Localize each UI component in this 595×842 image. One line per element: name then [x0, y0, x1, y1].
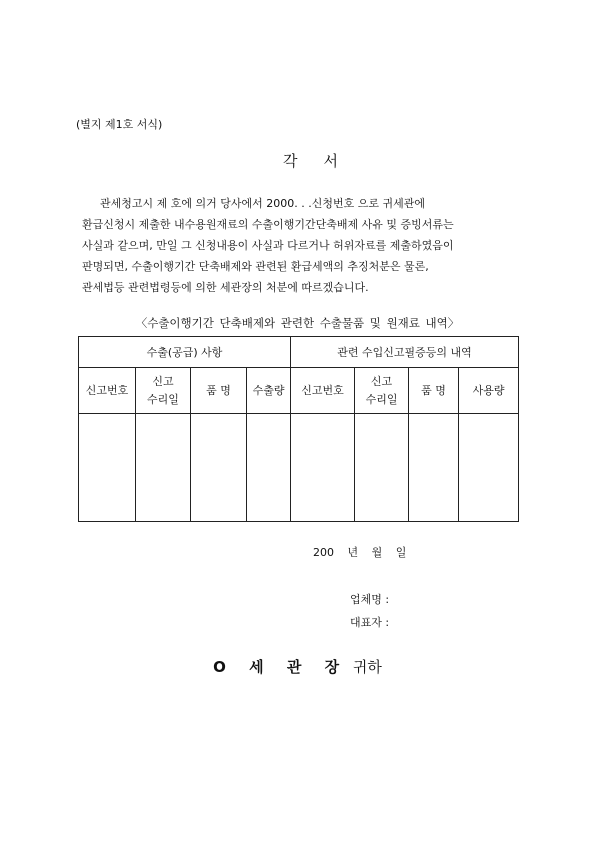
- import-col-usage: 사용량: [459, 368, 519, 414]
- export-col-quantity: 수출량: [247, 368, 291, 414]
- table-column-header-row: [79, 368, 519, 414]
- table-cell[interactable]: [459, 414, 519, 522]
- declaration-body: [82, 193, 454, 298]
- import-col-declaration-no: 신고번호: [291, 368, 355, 414]
- table-cell[interactable]: [247, 414, 291, 522]
- declaration-line: 사실과 같으며, 만일 그 신청내용이 사실과 다르거나 허위자료를 제출하였음이: [82, 239, 454, 252]
- declaration-line: 관세청고시 제 호에 의거 당사에서 2000. . .신청번호 으로 귀세관에: [100, 197, 425, 210]
- table-cell[interactable]: [79, 414, 136, 522]
- import-col-acceptance-date: 신고 수리일: [355, 368, 409, 414]
- table-row: [79, 414, 519, 522]
- table-cell[interactable]: [291, 414, 355, 522]
- declaration-line: 판명되면, 수출이행기간 단축배제와 관련된 환급세액의 추징처분은 물론,: [82, 260, 429, 273]
- document-title: 각서: [283, 152, 364, 170]
- recipient-office: O 세 관 장: [213, 658, 349, 676]
- recipient-suffix: 귀하: [352, 658, 382, 676]
- table-cell[interactable]: [191, 414, 247, 522]
- declaration-line: 환급신청시 제출한 내수용원재료의 수출이행기간단축배제 사유 및 증빙서류는: [82, 218, 454, 231]
- recipient: [0, 656, 595, 677]
- import-col-item-name: 품 명: [409, 368, 459, 414]
- date-line: 200 년 월 일: [313, 546, 407, 559]
- declaration-line: 관세법등 관련법령등에 의한 세관장의 처분에 따르겠습니다.: [82, 281, 369, 294]
- table-cell[interactable]: [136, 414, 191, 522]
- export-col-item-name: 품 명: [191, 368, 247, 414]
- import-group-header: 관련 수입신고필증등의 내역: [291, 337, 519, 368]
- table-cell[interactable]: [355, 414, 409, 522]
- export-col-acceptance-date: 신고 수리일: [136, 368, 191, 414]
- export-materials-table: [78, 336, 519, 522]
- representative-label: 대표자 :: [350, 616, 390, 629]
- company-name-label: 업체명 :: [350, 593, 390, 606]
- table-group-header-row: [79, 337, 519, 368]
- table-caption: 〈수출이행기간 단축배제와 관련한 수출물품 및 원재료 내역〉: [135, 316, 460, 330]
- table-cell[interactable]: [409, 414, 459, 522]
- form-number: (별지 제1호 서식): [76, 118, 163, 131]
- export-group-header: 수출(공급) 사항: [79, 337, 291, 368]
- export-col-declaration-no: 신고번호: [79, 368, 136, 414]
